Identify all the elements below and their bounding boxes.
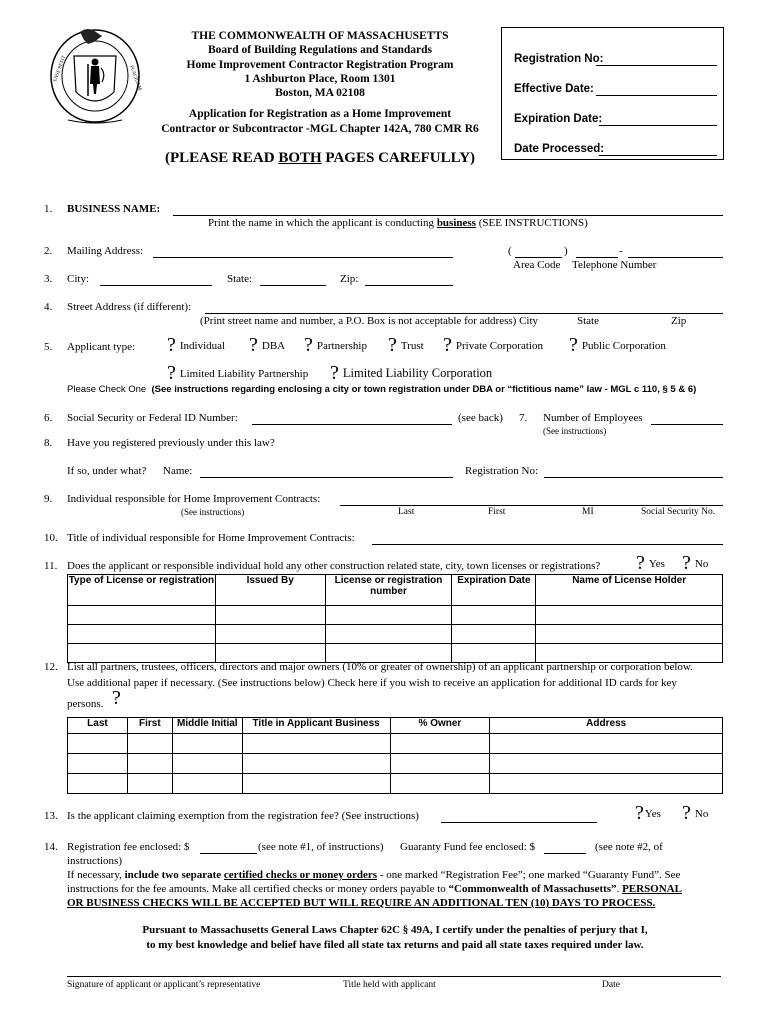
q7-number: 7. <box>519 412 528 424</box>
col-last: Last <box>68 718 128 734</box>
expiration-date-label: Expiration Date: <box>514 113 603 125</box>
zip-field[interactable] <box>365 285 453 286</box>
table-cell[interactable] <box>127 734 172 754</box>
table-cell[interactable] <box>127 754 172 774</box>
last-caption: Last <box>398 507 415 517</box>
option-trust[interactable]: ? Trust <box>388 334 424 356</box>
city-field[interactable] <box>100 285 212 286</box>
org-title: THE COMMONWEALTH OF MASSACHUSETTS <box>191 30 449 42</box>
zip-label: Zip: <box>340 273 359 285</box>
previous-name-field[interactable] <box>200 477 453 478</box>
table-cell[interactable] <box>452 606 536 625</box>
table-cell[interactable] <box>390 734 490 754</box>
guaranty-fee-note-cont: instructions) <box>67 855 122 867</box>
table-cell[interactable] <box>452 625 536 644</box>
signature-caption: Signature of applicant or applicant’s representative <box>67 980 261 990</box>
licenses-table <box>67 574 723 663</box>
state-field[interactable] <box>260 285 326 286</box>
table-row <box>68 734 723 754</box>
col-license-number: License or registration number <box>325 575 452 606</box>
table-cell[interactable] <box>325 644 452 663</box>
effective-date-field[interactable] <box>596 95 717 96</box>
phone-dash: - <box>619 245 623 257</box>
table-cell[interactable] <box>68 774 128 794</box>
business-name-hint: Print the name in which the applicant is conducting business (SEE INSTRUCTIONS) <box>208 217 588 229</box>
fee-instructions-line1: If necessary, include two separate certified checks or money orders - one marked “Registration Fee”; one marked “Guaranty Fund”. See <box>67 869 681 881</box>
owners-table-header <box>68 718 723 734</box>
date-processed-label: Date Processed: <box>514 143 605 155</box>
registration-fee-label: Registration fee enclosed: $ <box>67 841 190 853</box>
registration-fee-note: (see note #1, of instructions) <box>258 841 384 853</box>
ssn-fein-field[interactable] <box>252 424 452 425</box>
q10-number: 10. <box>44 532 58 544</box>
mailing-address-field[interactable] <box>153 257 453 258</box>
previously-registered-label: Have you registered previously under this law? <box>67 437 275 449</box>
street-zip-caption: Zip <box>671 315 687 327</box>
area-code-close-paren: ) <box>564 245 568 257</box>
area-code-field[interactable] <box>515 257 562 258</box>
ssn-fein-label: Social Security or Federal ID Number: <box>67 412 238 424</box>
q3-number: 3. <box>44 273 53 285</box>
fee-instructions-line2: instructions for the fee amounts. Make all certified checks or money orders payable to “Commonwealth of Massachusetts”. PERSONAL <box>67 883 682 895</box>
owners-table <box>67 717 723 794</box>
table-cell[interactable] <box>242 734 390 754</box>
tax-certification-line2: to my best knowledge and belief have filed all state tax returns and paid all state taxes required under law. <box>146 939 644 951</box>
responsible-individual-label: Individual responsible for Home Improvement Contracts: <box>67 493 321 505</box>
owners-instructions-line3: persons. <box>67 698 104 710</box>
org-address: 1 Ashburton Place, Room 1301 <box>244 72 396 85</box>
previous-reg-no-field[interactable] <box>544 477 723 478</box>
q12-number: 12. <box>44 661 58 673</box>
checkbox-icon: ? <box>682 552 691 574</box>
fee-instructions-line3: OR BUSINESS CHECKS WILL BE ACCEPTED BUT WILL REQUIRE AN ADDITIONAL TEN (10) DAYS TO PROCESS. <box>67 897 656 909</box>
additional-id-cards-option[interactable] <box>112 688 125 708</box>
application-title-line2: Contractor or Subcontractor -MGL Chapter 142A, 780 CMR R6 <box>161 122 479 135</box>
see-back-note: (see back) <box>458 412 503 424</box>
signature-line[interactable] <box>67 976 721 977</box>
office-use-box <box>501 27 724 160</box>
tax-certification-line1: Pursuant to Massachusetts General Laws Chapter 62C § 49A, I certify under the penalties of perjury that I, <box>142 924 648 936</box>
q11-no-option[interactable]: ? No <box>682 552 709 574</box>
if-so-label: If so, under what? <box>67 465 147 477</box>
header-block <box>160 29 480 100</box>
q5-number: 5. <box>44 341 53 353</box>
option-public-corporation[interactable]: ? Public Corporation <box>569 334 666 356</box>
checkbox-icon: ? <box>304 334 313 356</box>
table-cell[interactable] <box>242 774 390 794</box>
responsible-individual-hint: (See instructions) <box>181 507 245 517</box>
checkbox-icon: ? <box>330 362 339 384</box>
table-cell[interactable] <box>68 625 216 644</box>
table-cell[interactable] <box>452 644 536 663</box>
responsible-individual-field[interactable] <box>340 505 723 506</box>
q11-yes-option[interactable]: ? Yes <box>636 552 665 574</box>
applicant-type-label: Applicant type: <box>67 341 136 353</box>
table-cell[interactable] <box>390 774 490 794</box>
expiration-date-field[interactable] <box>599 125 717 126</box>
col-license-holder: Name of License Holder <box>536 575 723 606</box>
employees-label: Number of Employees <box>543 412 643 424</box>
fee-exemption-field[interactable] <box>441 822 597 823</box>
q4-number: 4. <box>44 301 53 313</box>
street-address-hint: (Print street name and number, a P.O. Box is not acceptable for address) City <box>200 315 539 327</box>
org-board: Board of Building Regulations and Standards <box>208 44 432 57</box>
street-address-field[interactable] <box>205 313 723 314</box>
table-row <box>68 754 723 774</box>
option-llc[interactable]: ? Limited Liability Corporation <box>330 362 493 384</box>
table-cell[interactable] <box>68 606 216 625</box>
table-row <box>68 625 723 644</box>
col-address: Address <box>490 718 723 734</box>
q1-number: 1. <box>44 203 53 215</box>
table-cell[interactable] <box>536 606 723 625</box>
table-cell[interactable] <box>215 644 325 663</box>
table-cell[interactable] <box>172 774 242 794</box>
checkbox-icon: ? <box>443 334 452 356</box>
q13-no-option[interactable]: ? No <box>682 802 709 824</box>
date-processed-field[interactable] <box>599 155 717 156</box>
date-caption: Date <box>602 980 620 990</box>
option-llp[interactable]: ? Limited Liability Partnership <box>167 362 309 384</box>
fee-exemption-label: Is the applicant claiming exemption from the registration fee? (See instructions) <box>67 810 419 822</box>
area-code-caption: Area Code <box>513 259 561 271</box>
checkbox-icon: ? <box>682 802 691 824</box>
checkbox-icon: ? <box>636 552 645 574</box>
q2-number: 2. <box>44 245 53 257</box>
registration-no-field[interactable] <box>596 65 717 66</box>
mailing-address-label: Mailing Address: <box>67 245 144 257</box>
employees-hint: (See instructions) <box>543 426 607 436</box>
business-name-label: BUSINESS NAME: <box>67 203 161 215</box>
col-license-type: Type of License or registration <box>68 575 216 606</box>
title-caption: Title held with applicant <box>343 980 436 990</box>
table-row <box>68 644 723 663</box>
option-dba[interactable]: ? DBA <box>249 334 286 356</box>
application-title <box>148 107 492 136</box>
table-cell[interactable] <box>490 774 723 794</box>
read-both-pages-notice: (PLEASE READ BOTH PAGES CAREFULLY) <box>164 150 476 166</box>
table-cell[interactable] <box>325 606 452 625</box>
table-cell[interactable] <box>215 606 325 625</box>
area-code-open-paren: ( <box>508 245 512 257</box>
table-cell[interactable] <box>215 625 325 644</box>
checkbox-icon: ? <box>635 802 644 824</box>
tax-certification <box>67 923 723 953</box>
check-one-note: Please Check One (See instructions regarding enclosing a city or town registration under DBA or “fictitious name” law - MGL c 110, § 5 & 6) <box>67 384 697 395</box>
business-name-field[interactable] <box>173 215 723 216</box>
previous-reg-no-label: Registration No: <box>465 465 539 477</box>
table-cell[interactable] <box>68 734 128 754</box>
table-cell[interactable] <box>68 644 216 663</box>
effective-date-label: Effective Date: <box>514 83 594 95</box>
registration-fee-field[interactable] <box>200 853 257 854</box>
responsible-title-field[interactable] <box>372 544 723 545</box>
checkbox-icon: ? <box>569 334 578 356</box>
state-label: State: <box>227 273 253 285</box>
option-partnership[interactable]: ? Partnership <box>304 334 367 356</box>
street-address-label: Street Address (if different): <box>67 301 192 313</box>
col-title: Title in Applicant Business <box>242 718 390 734</box>
q14-number: 14. <box>44 841 58 853</box>
telephone-caption: Telephone Number <box>572 259 657 271</box>
table-cell[interactable] <box>325 625 452 644</box>
checkbox-icon: ? <box>112 687 121 709</box>
svg-text:PLACIDAM: PLACIDAM <box>128 64 142 92</box>
col-expiration-date: Expiration Date <box>452 575 536 606</box>
owners-instructions-line1: List all partners, trustees, officers, directors and major owners (10% or greater of ownership) of an applicant partnership or corporation below. <box>67 661 693 673</box>
application-title-line1: Application for Registration as a Home Improvement <box>188 108 452 120</box>
phone-prefix-field[interactable] <box>576 257 618 258</box>
table-row <box>68 606 723 625</box>
previous-name-label: Name: <box>163 465 193 477</box>
employees-field[interactable] <box>651 424 723 425</box>
table-cell[interactable] <box>68 754 128 774</box>
table-cell[interactable] <box>172 754 242 774</box>
first-caption: First <box>488 507 506 517</box>
other-licenses-label: Does the applicant or responsible individual hold any other construction related state, city, town licenses or registrations? <box>67 560 601 572</box>
checkbox-icon: ? <box>388 334 397 356</box>
registration-no-label: Registration No: <box>514 53 604 65</box>
mi-caption: MI <box>582 507 594 517</box>
option-individual[interactable]: ? Individual <box>167 334 226 356</box>
table-row <box>68 774 723 794</box>
col-middle-initial: Middle Initial <box>172 718 242 734</box>
table-cell[interactable] <box>536 625 723 644</box>
q9-number: 9. <box>44 493 53 505</box>
org-program: Home Improvement Contractor Registration Program <box>186 58 454 71</box>
table-cell[interactable] <box>127 774 172 794</box>
col-percent-owner: % Owner <box>390 718 490 734</box>
q6-number: 6. <box>44 412 53 424</box>
q13-yes-option[interactable]: ?Yes <box>635 802 661 824</box>
q8-number: 8. <box>44 437 53 449</box>
q13-number: 13. <box>44 810 58 822</box>
owners-instructions-line2: Use additional paper if necessary. (See instructions below) Check here if you wish to receive an application for additional ID cards for key <box>67 677 677 689</box>
responsible-title-label: Title of individual responsible for Home Improvement Contracts: <box>67 532 355 544</box>
table-cell[interactable] <box>242 754 390 774</box>
checkbox-icon: ? <box>167 334 176 356</box>
table-cell[interactable] <box>536 644 723 663</box>
street-state-caption: State <box>577 315 599 327</box>
guaranty-fee-note: (see note #2, of <box>595 841 663 853</box>
licenses-table-header <box>68 575 723 606</box>
option-private-corporation[interactable]: ? Private Corporation <box>443 334 543 356</box>
guaranty-fee-label: Guaranty Fund fee enclosed: $ <box>400 841 536 853</box>
table-cell[interactable] <box>490 754 723 774</box>
city-label: City: <box>67 273 90 285</box>
table-cell[interactable] <box>390 754 490 774</box>
table-cell[interactable] <box>172 734 242 754</box>
col-issued-by: Issued By <box>215 575 325 606</box>
phone-number-field[interactable] <box>628 257 723 258</box>
q11-number: 11. <box>44 560 58 572</box>
table-cell[interactable] <box>490 734 723 754</box>
col-first: First <box>127 718 172 734</box>
checkbox-icon: ? <box>249 334 258 356</box>
massachusetts-seal-icon <box>44 22 146 126</box>
svg-text:ENSE PETIT: ENSE PETIT <box>53 55 68 83</box>
ssn-caption: Social Security No. <box>641 507 716 517</box>
checkbox-icon: ? <box>167 362 176 384</box>
guaranty-fee-field[interactable] <box>544 853 586 854</box>
org-city: Boston, MA 02108 <box>275 87 365 100</box>
